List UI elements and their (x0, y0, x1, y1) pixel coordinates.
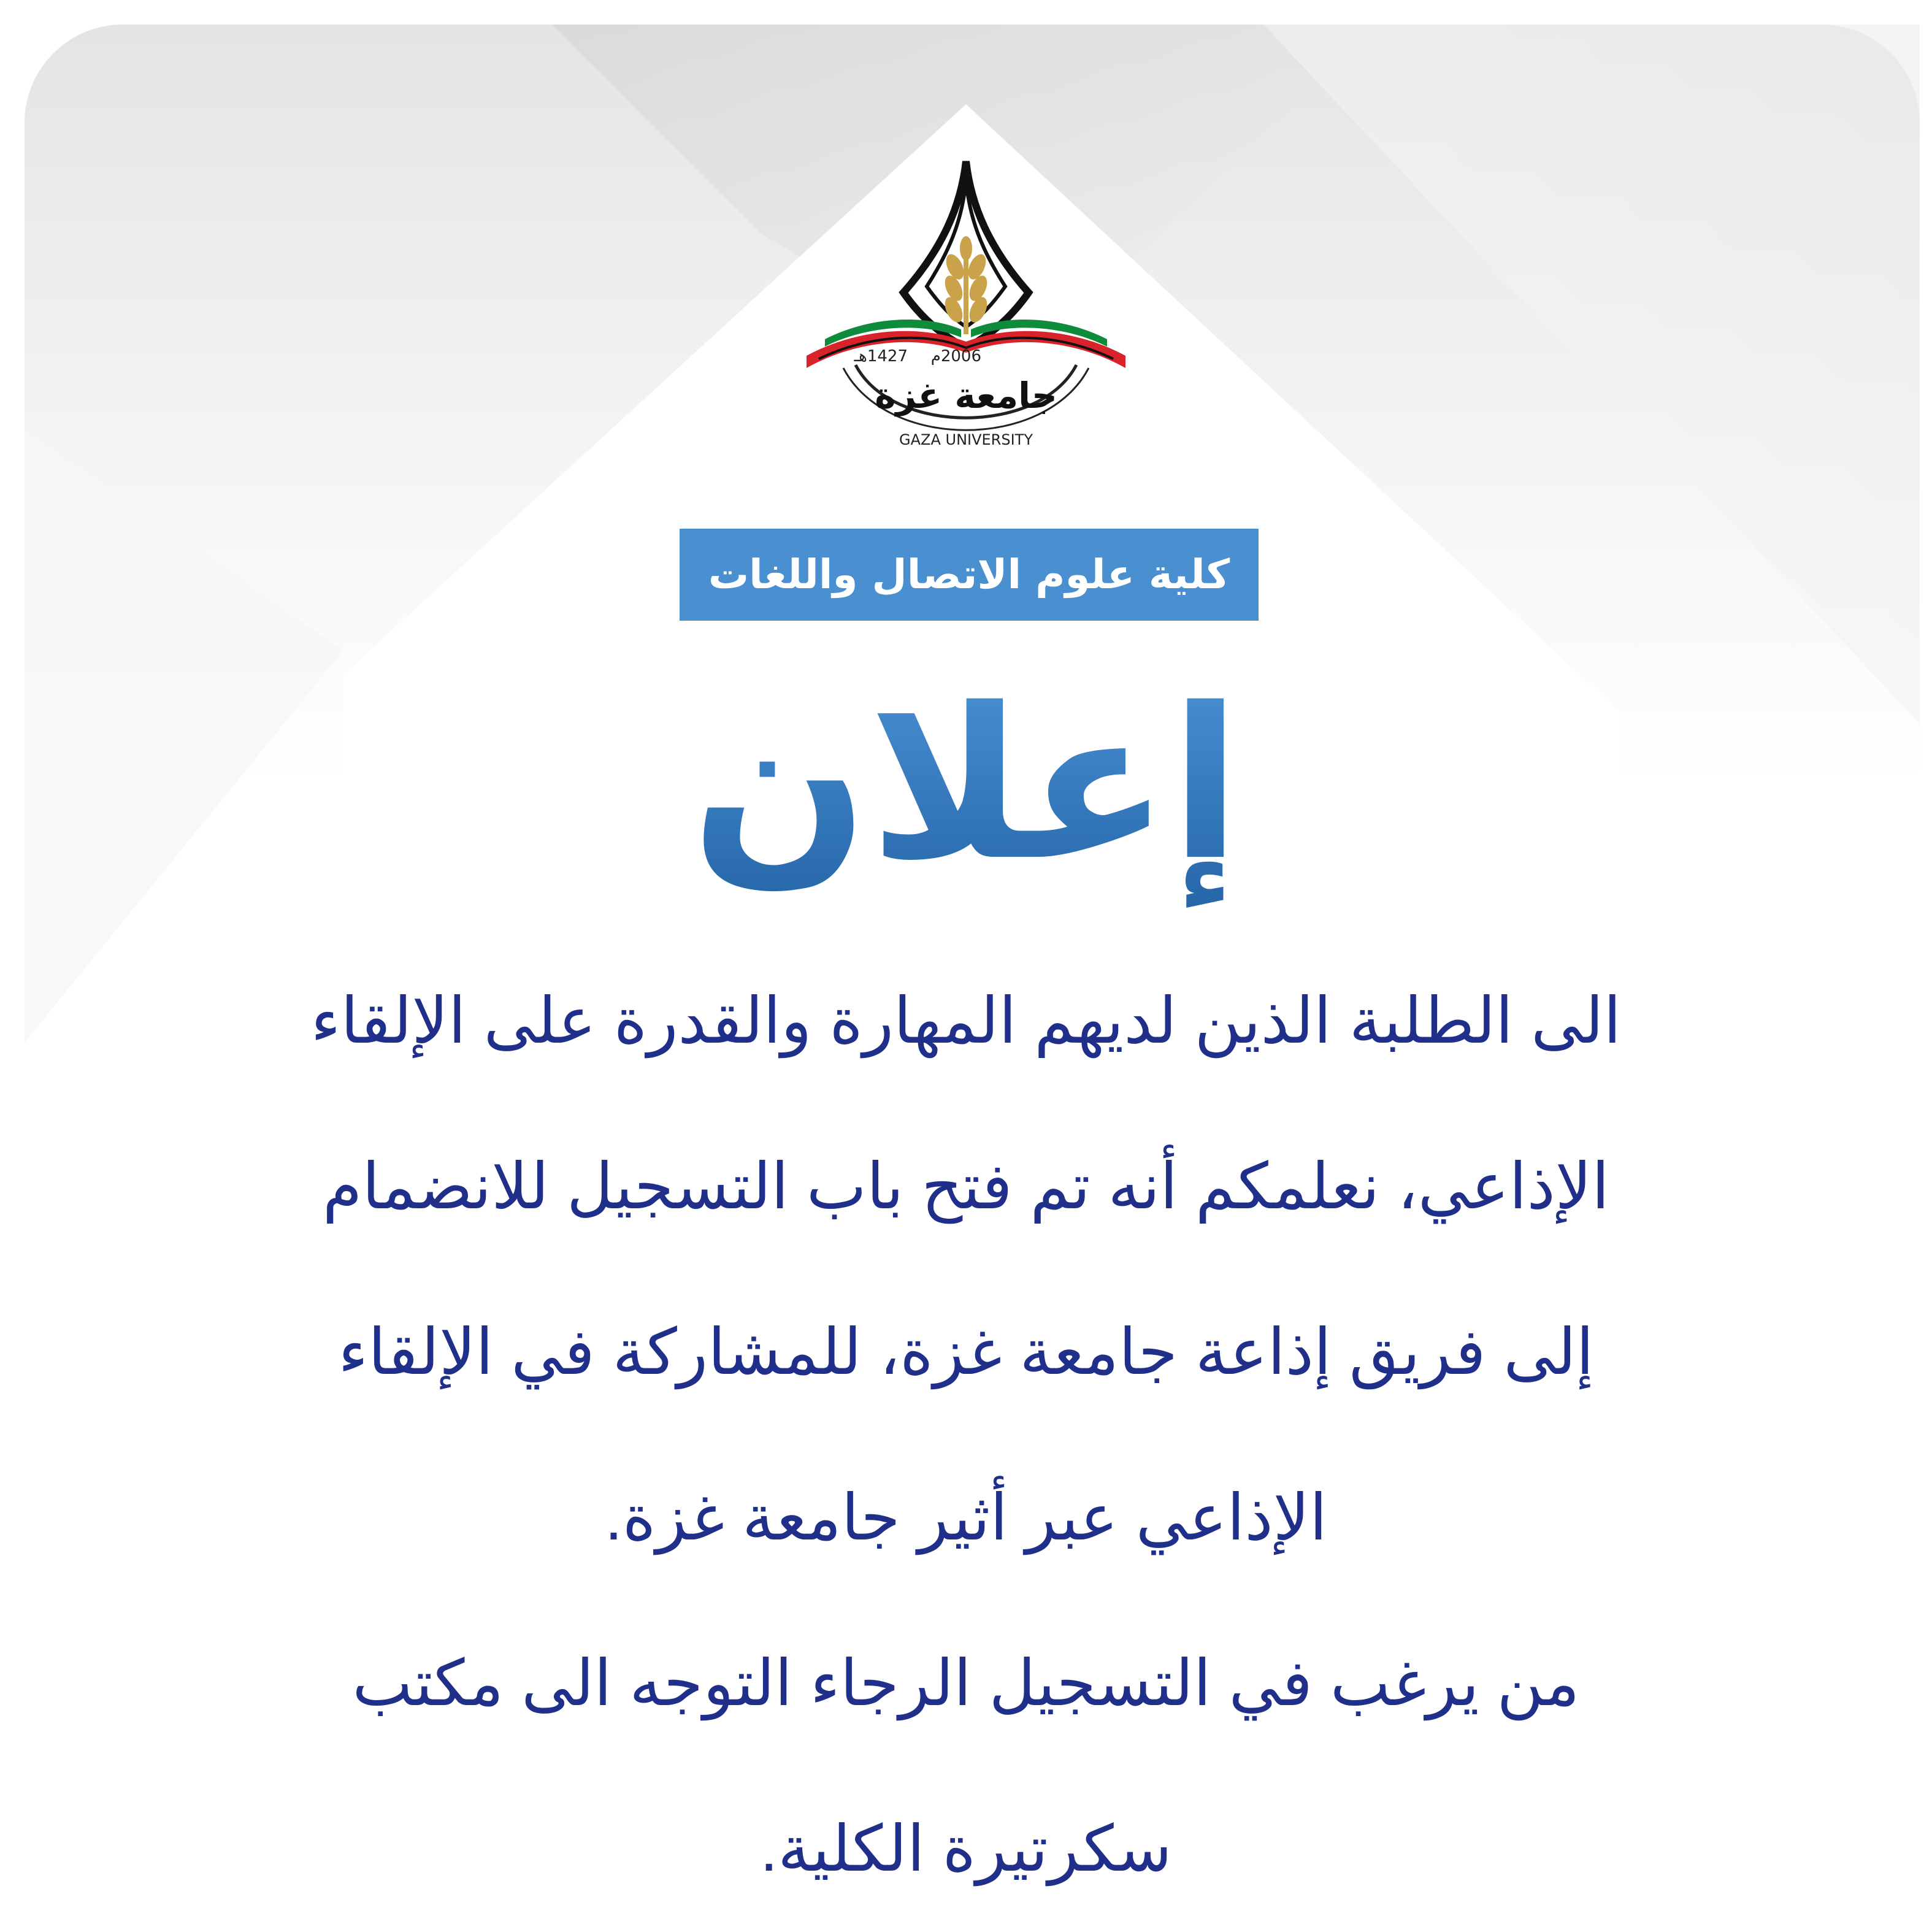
announcement-body (233, 938, 1699, 1932)
logo-name-arabic: جامعة غزة (875, 375, 1057, 416)
body-line: الإذاعي، نعلمكم أنه تم فتح باب التسجيل للانضمام (323, 1151, 1609, 1222)
body-line: الإذاعي عبر أثير جامعة غزة. (605, 1482, 1327, 1554)
logo-year-gregorian: 2006م (930, 347, 981, 366)
university-logo (800, 156, 1132, 463)
logo-name-english: GAZA UNIVERSITY (899, 431, 1033, 448)
body-line: إلى فريق إذاعة جامعة غزة، للمشاركة في الإلقاء (338, 1317, 1594, 1388)
body-line: من يرغب في التسجيل الرجاء التوجه الى مكتب (352, 1648, 1580, 1719)
gaza-university-logo-icon (800, 156, 1132, 463)
announcement-headline: إعلان (598, 656, 1334, 914)
body-line: سكرتيرة الكلية. (760, 1814, 1172, 1885)
logo-year-hijri: 1427هـ (854, 347, 908, 366)
body-line: الى الطلبة الذين لديهم المهارة والقدرة على الإلقاء (310, 986, 1622, 1057)
faculty-banner: كلية علوم الاتصال واللغات (680, 529, 1259, 621)
